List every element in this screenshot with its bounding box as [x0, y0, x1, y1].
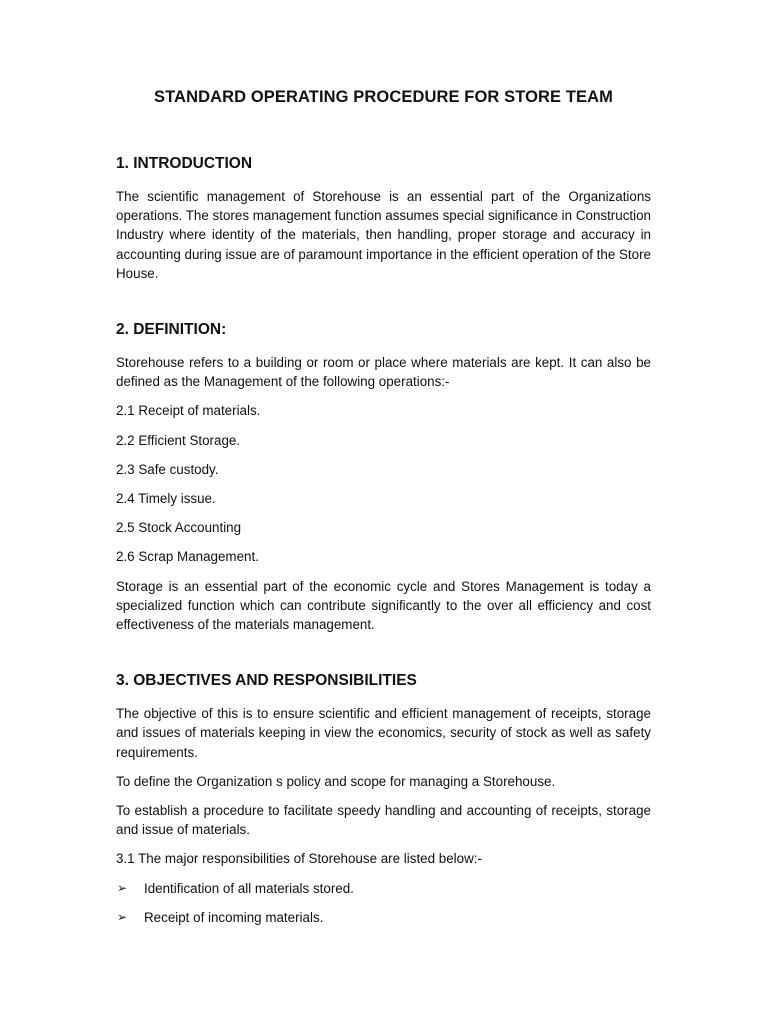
paragraph: Storehouse refers to a building or room or place where materials are kept. It can also be defined as the Management of the following operations:- — [116, 355, 651, 390]
section-introduction — [116, 155, 651, 283]
bullet-item — [116, 908, 651, 927]
list-item: 2.5 Stock Accounting — [116, 520, 242, 536]
section-spacer — [116, 293, 651, 321]
paragraph: To define the Organization s policy and scope for managing a Storehouse. — [116, 773, 556, 789]
paragraph: Storage is an essential part of the economic cycle and Stores Management is today a specialized function which can contribute significantly to the over all efficiency and cost effectiveness of the materials management. — [116, 578, 651, 633]
paragraph: To establish a procedure to facilitate speedy handling and accounting of receipts, storage and issue of materials. — [116, 803, 651, 838]
section-heading: 2. DEFINITION: — [116, 321, 227, 339]
section-heading: 1. INTRODUCTION — [116, 155, 253, 172]
paragraph: The scientific management of Storehouse is an essential part of the Organizations operations. The stores management function assumes special significance in Construction Industry where identity of the materials, then handling, proper storage and accuracy in accounting during issue are of paramount importance in the efficient operation of the Store House. — [116, 189, 651, 281]
bullet-text: Receipt of incoming materials. — [144, 909, 324, 925]
list-item: 2.4 Timely issue. — [116, 491, 216, 507]
list-item: 2.1 Receipt of materials. — [116, 403, 261, 419]
bullet-item — [116, 879, 651, 898]
bullet-text: Identification of all materials stored. — [144, 880, 354, 896]
list-item: 2.3 Safe custody. — [116, 461, 219, 477]
section-definition — [116, 321, 651, 634]
paragraph: The objective of this is to ensure scientific and efficient management of receipts, storage and issues of materials keeping in view the economics, security of stock as well as safety requirements. — [116, 706, 651, 760]
list-item: 2.2 Efficient Storage. — [116, 432, 241, 448]
document-title: STANDARD OPERATING PROCEDURE FOR STORE TEAM — [154, 88, 613, 106]
list-item: 2.6 Scrap Management. — [116, 549, 259, 565]
section-objectives — [116, 672, 651, 927]
arrowhead-bullet-icon: ➢ — [117, 880, 128, 895]
list-item: 3.1 The major responsibilities of Storehouse are listed below:- — [116, 851, 482, 867]
section-heading: 3. OBJECTIVES AND RESPONSIBILITIES — [116, 672, 417, 690]
section-spacer — [116, 644, 651, 672]
arrowhead-bullet-icon: ➢ — [117, 909, 128, 924]
